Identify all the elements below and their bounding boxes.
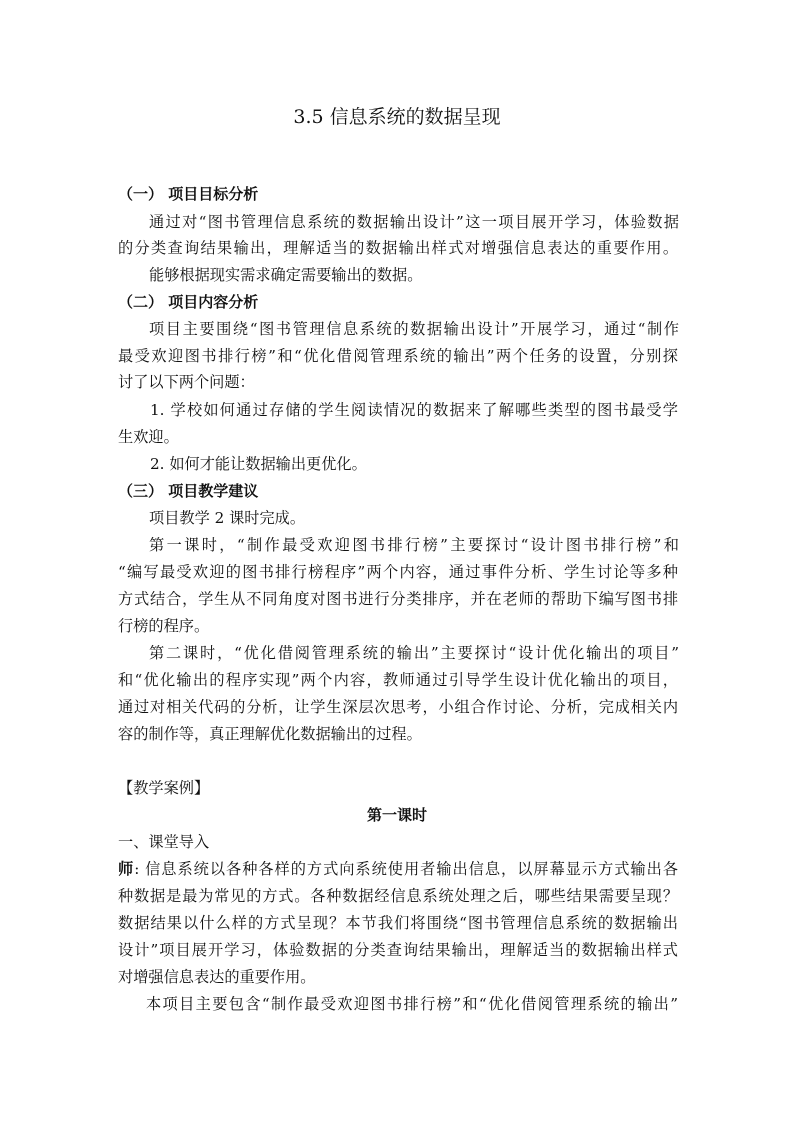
paragraph-line: 和“优化输出的程序实现”两个内容，教师通过引导学生设计优化输出的项目， [118, 671, 678, 689]
teaching-case-heading: 【教学案例】 [118, 779, 210, 797]
paragraph-line: 项目教学 2 课时完成。 [149, 509, 306, 527]
paragraph-line: 容的制作等，真正理解优化数据输出的过程。 [118, 725, 422, 743]
paragraph-line: 讨了以下两个问题： [118, 373, 255, 391]
paragraph-line: 通过对相关代码的分析，让学生深层次思考，小组合作讨论、分析，完成相关内 [118, 698, 678, 716]
section-heading-suggestions: （三） 项目教学建议 [118, 482, 259, 500]
part-heading: 一、课堂导入 [118, 833, 210, 851]
paragraph-line: 数据结果以什么样的方式呈现？本节我们将围绕“图书管理信息系统的数据输出 [118, 914, 678, 932]
section-heading-goals: （一） 项目目标分析 [118, 185, 259, 203]
paragraph-line: “编写最受欢迎的图书排行榜程序”两个内容，通过事件分析、学生讨论等多种 [118, 563, 678, 581]
paragraph-line: 设计”项目展开学习，体验数据的分类查询结果输出，理解适当的数据输出样式 [118, 941, 678, 959]
paragraph-line: 能够根据现实需求确定需要输出的数据。 [149, 266, 423, 284]
page-title: 3.5 信息系统的数据呈现 [293, 106, 501, 128]
teacher-speech-line [118, 859, 678, 879]
teacher-label: 师 [118, 860, 135, 878]
paragraph-line: 的分类查询结果输出，理解适当的数据输出样式对增强信息表达的重要作用。 [118, 239, 678, 257]
paragraph-line: 方式结合，学生从不同角度对图书进行分类排序，并在老师的帮助下编写图书排 [118, 590, 678, 608]
list-item-2: 2. 如何才能让数据输出更优化。 [150, 455, 367, 473]
paragraph-line: 最受欢迎图书排行榜”和“优化借阅管理系统的输出”两个任务的设置，分别探 [118, 347, 678, 365]
paragraph-line: 项目主要围绕“图书管理信息系统的数据输出设计”开展学习，通过“制作 [149, 320, 679, 338]
list-item-1-continuation: 生欢迎。 [118, 428, 179, 446]
paragraph-line: 第二课时，“优化借阅管理系统的输出”主要探讨“设计优化输出的项目” [149, 644, 679, 662]
paragraph-line: 行榜的程序。 [118, 617, 210, 635]
lesson-title: 第一课时 [366, 806, 427, 824]
list-item-1: 1. 学校如何通过存储的学生阅读情况的数据来了解哪些类型的图书最受学 [150, 401, 678, 419]
paragraph-line: 通过对“图书管理信息系统的数据输出设计”这一项目展开学习，体验数据 [149, 213, 679, 231]
paragraph-line: 本项目主要包含“制作最受欢迎图书排行榜”和“优化借阅管理系统的输出” [146, 995, 678, 1013]
teacher-speech-text: : 信息系统以各种各样的方式向系统使用者输出信息，以屏幕显示方式输出各 [134, 860, 679, 878]
section-heading-content: （二） 项目内容分析 [118, 293, 259, 311]
paragraph-line: 种数据是最为常见的方式。各种数据经信息系统处理之后，哪些结果需要呈现？ [118, 887, 678, 905]
paragraph-line: 对增强信息表达的重要作用。 [118, 968, 316, 986]
paragraph-line: 第一课时，“制作最受欢迎图书排行榜”主要探讨“设计图书排行榜”和 [149, 536, 679, 554]
